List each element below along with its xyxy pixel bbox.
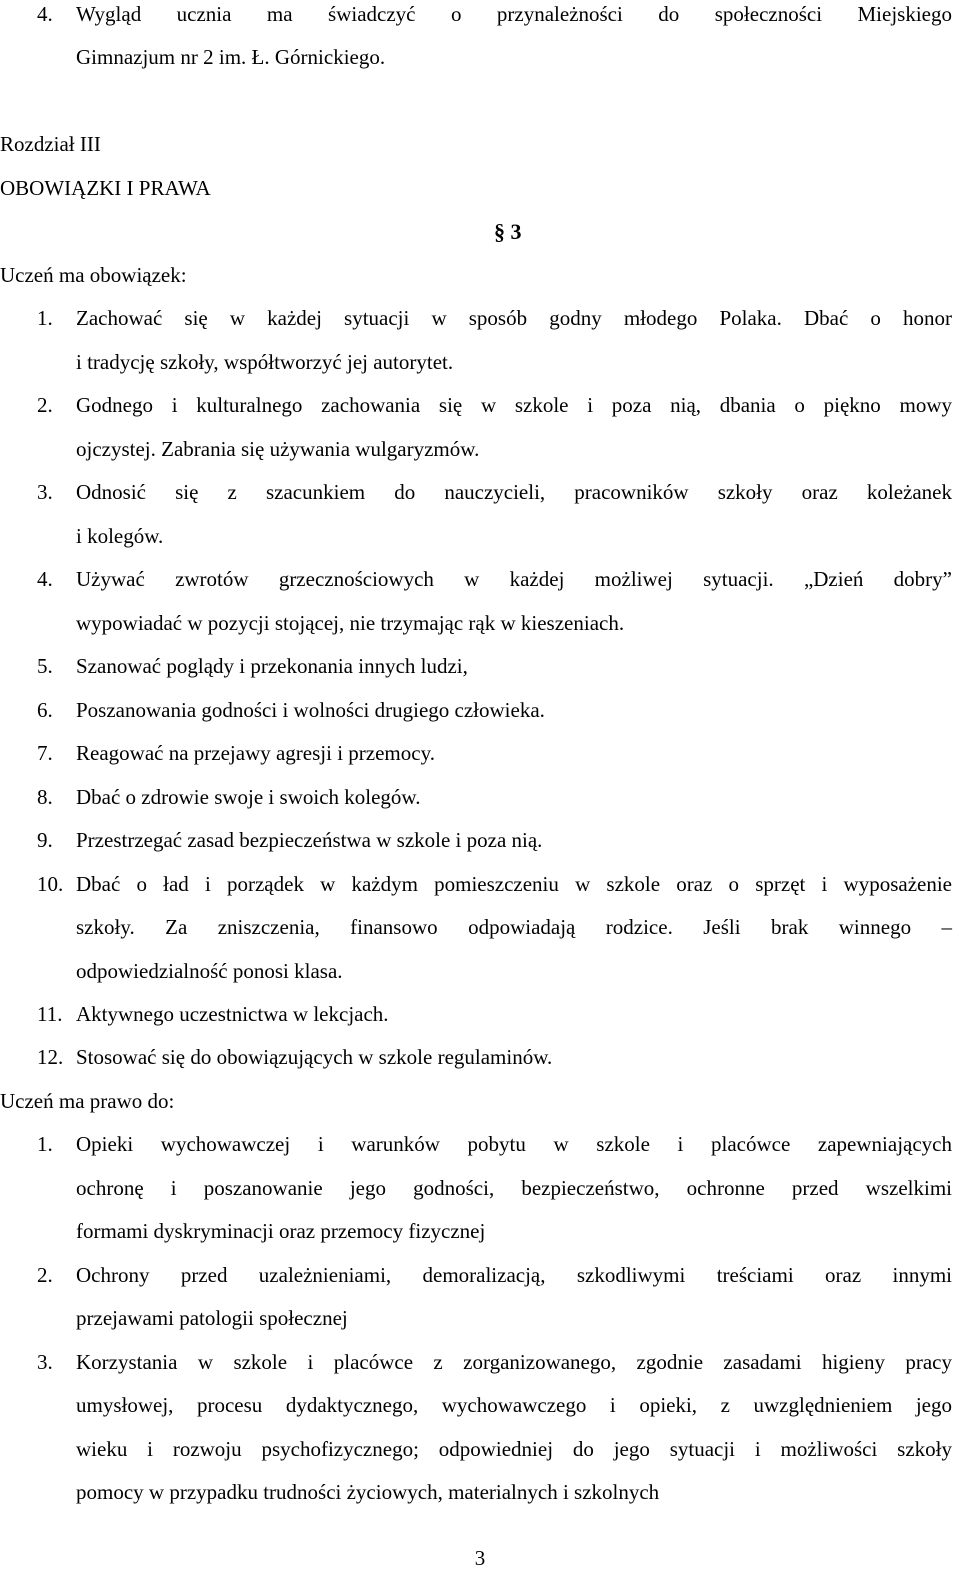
item-text: Stosować się do obowiązujących w szkole regulaminów. [76,1045,553,1069]
item-number: 12. [37,1045,64,1069]
item-text: ochronę i poszanowanie jego godności, bezpieczeństwo, ochronne przed wszelkimi [76,1176,952,1200]
item-text: Korzystania w szkole i placówce z zorganizowanego, zgodnie zasadami higieny pracy [76,1350,952,1374]
paragraph-number: § 3 [494,219,522,244]
item-number: 1. [37,306,53,330]
item-text: umysłowej, procesu dydaktycznego, wychowawczego i opieki, z uwzględnieniem jego [76,1393,952,1417]
chapter-title: Rozdział III [0,132,101,156]
item-text: Szanować poglądy i przekonania innych ludzi, [76,654,468,678]
page-number: 3 [474,1546,486,1570]
item-text: przejawami patologii społecznej [76,1306,348,1330]
item-text: Wygląd ucznia ma świadczyć o przynależności do społeczności Miejskiego [76,2,952,26]
item-text: pomocy w przypadku trudności życiowych, materialnych i szkolnych [76,1480,660,1504]
item-text: Zachować się w każdej sytuacji w sposób godny młodego Polaka. Dbać o honor [76,306,952,330]
item-text: i tradycję szkoły, współtworzyć jej autorytet. [76,350,454,374]
item-number: 4. [37,567,53,591]
item-text: Godnego i kulturalnego zachowania się w szkole i poza nią, dbania o piękno mowy [76,393,952,417]
item-number: 11. [37,1002,63,1026]
rights-heading: Uczeń ma prawo do: [0,1089,175,1113]
item-text: Poszanowania godności i wolności drugiego człowieka. [76,698,545,722]
item-text: ojczystej. Zabrania się używania wulgaryzmów. [76,437,480,461]
item-text: Dbać o zdrowie swoje i swoich kolegów. [76,785,421,809]
item-text: Używać zwrotów grzecznościowych w każdej możliwej sytuacji. „Dzień dobry” [76,567,952,591]
item-text: Odnosić się z szacunkiem do nauczycieli, pracowników szkoły oraz koleżanek [76,480,952,504]
item-number: 2. [37,393,53,417]
item-text: Ochrony przed uzależnieniami, demoralizacją, szkodliwymi treściami oraz innymi [76,1263,952,1287]
chapter-subtitle: OBOWIĄZKI I PRAWA [0,176,211,200]
item-number: 9. [37,828,53,852]
item-number: 5. [37,654,53,678]
item-number: 10. [37,872,64,896]
item-number: 7. [37,741,53,765]
item-number: 1. [37,1132,53,1156]
item-text: szkoły. Za zniszczenia, finansowo odpowiadają rodzice. Jeśli brak winnego – [76,915,952,939]
item-text: wypowiadać w pozycji stojącej, nie trzymając rąk w kieszeniach. [76,611,625,635]
item-text: wieku i rozwoju psychofizycznego; odpowiedniej do jego sytuacji i możliwości szkoły [76,1437,952,1461]
obligations-heading: Uczeń ma obowiązek: [0,263,187,287]
item-number: 3. [37,1350,53,1374]
item-text: Opieki wychowawczej i warunków pobytu w szkole i placówce zapewniających [76,1132,952,1156]
item-text: Gimnazjum nr 2 im. Ł. Górnickiego. [76,45,386,69]
item-text: Reagować na przejawy agresji i przemocy. [76,741,435,765]
item-number: 3. [37,480,53,504]
item-text: Dbać o ład i porządek w każdym pomieszczeniu w szkole oraz o sprzęt i wyposażenie [76,872,952,896]
item-text: i kolegów. [76,524,164,548]
item-number: 8. [37,785,53,809]
item-number: 6. [37,698,53,722]
item-text: formami dyskryminacji oraz przemocy fizycznej [76,1219,486,1243]
item-text: Aktywnego uczestnictwa w lekcjach. [76,1002,389,1026]
item-number: 2. [37,1263,53,1287]
item-text: odpowiedzialność ponosi klasa. [76,959,343,983]
item-text: Przestrzegać zasad bezpieczeństwa w szkole i poza nią. [76,828,543,852]
item-number: 4. [37,2,53,26]
